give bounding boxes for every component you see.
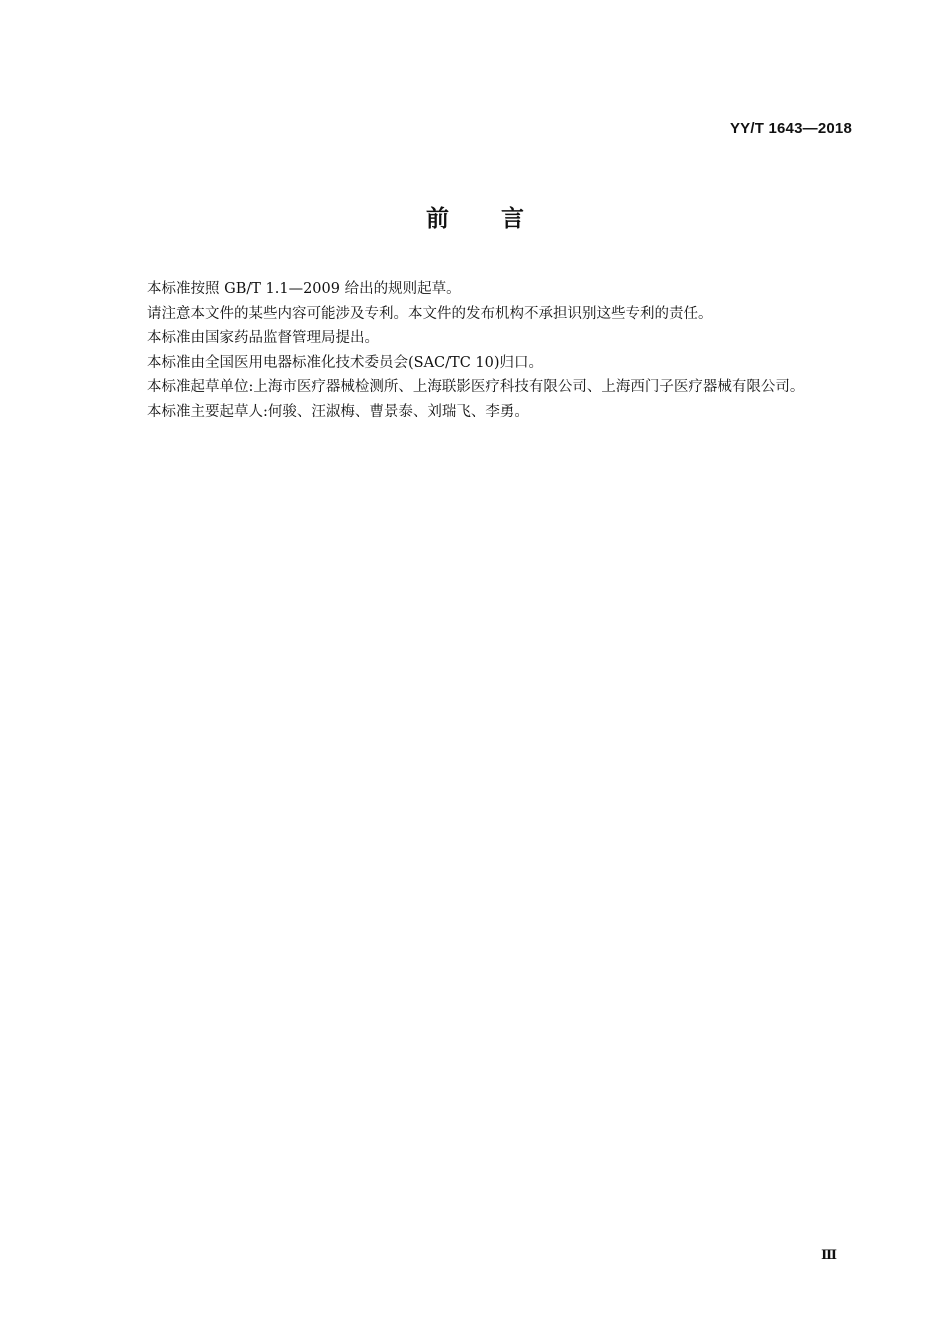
page-number: Ⅲ <box>821 1247 837 1262</box>
paragraph-committee: 本标准由全国医用电器标准化技术委员会(SAC/TC 10)归口。 <box>147 354 544 371</box>
foreword-body <box>113 277 853 424</box>
page-title: 前言 <box>426 206 576 232</box>
paragraph-proposer: 本标准由国家药品监督管理局提出。 <box>147 330 379 346</box>
standard-number: YY/T 1643—2018 <box>729 120 852 137</box>
paragraph-drafters: 本标准主要起草人:何骏、汪淑梅、曹景泰、刘瑞飞、李勇。 <box>147 403 529 420</box>
paragraph-drafting-rules: 本标准按照 GB/T 1.1—2009 给出的规则起草。 <box>147 281 461 297</box>
paragraph-drafting-units: 本标准起草单位:上海市医疗器械检测所、上海联影医疗科技有限公司、上海西门子医疗器械有限公司。 <box>147 379 805 395</box>
paragraph-patent-notice: 请注意本文件的某些内容可能涉及专利。本文件的发布机构不承担识别这些专利的责任。 <box>147 305 713 322</box>
